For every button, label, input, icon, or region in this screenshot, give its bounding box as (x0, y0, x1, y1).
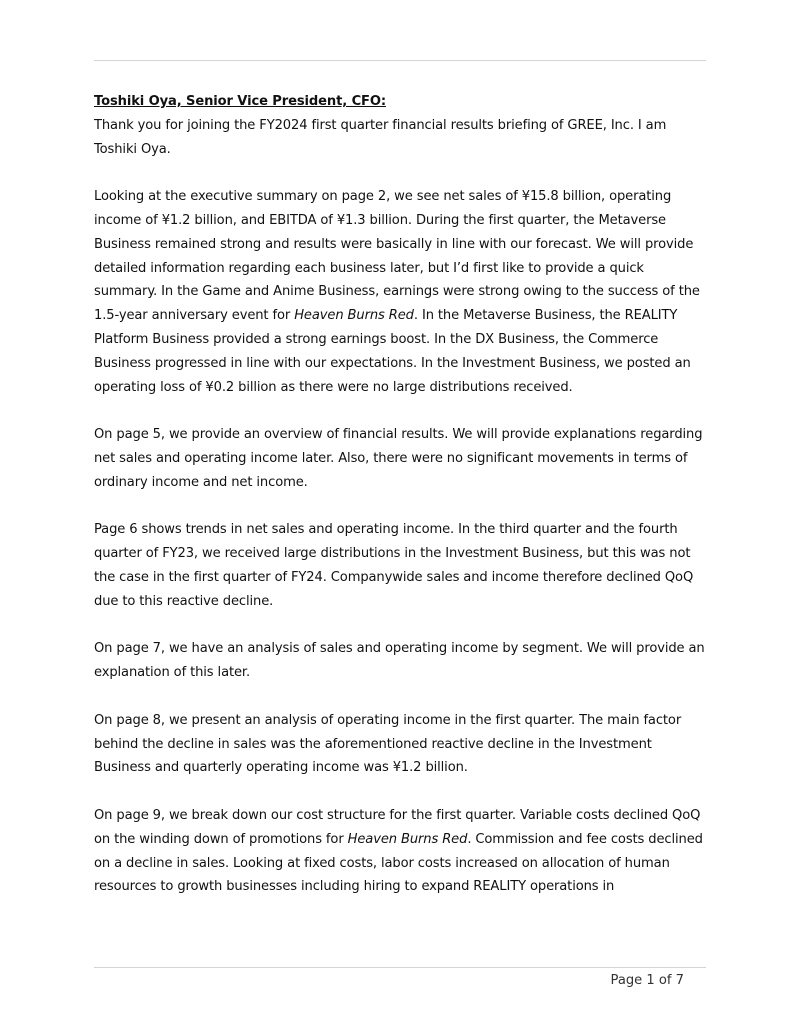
text-segment: . In the Metaverse Business, the REALITY Platform Business provided a strong earnings boost. In the DX Business, the Commerce Business progressed in line with our expectations. In the Investment Business, we posted an operating loss of ¥0.2 billion as there were no large distributions received. (94, 308, 691, 395)
document-body (94, 90, 706, 923)
paragraph-page-5: On page 5, we provide an overview of financial results. We will provide explanations regarding net sales and operating income later. Also, there were no significant movements in terms of ordinary income and net income. (94, 427, 703, 490)
paragraph-page-7: On page 7, we have an analysis of sales and operating income by segment. We will provide an explanation of this later. (94, 641, 705, 681)
paragraph-page-8: On page 8, we present an analysis of operating income in the first quarter. The main factor behind the decline in sales was the aforementioned reactive decline in the Investment Business and quarterly operating income was ¥1.2 billion. (94, 712, 682, 776)
text-segment: . Commission and fee costs declined on a decline in sales. Looking at fixed costs, labor costs increased on allocation of human resources to growth businesses including hiring to expand REALITY operations in (94, 831, 703, 895)
text-segment: On page 9, we break down our cost structure for the first quarter. Variable costs declined QoQ on the winding down of promotions for (94, 807, 701, 847)
header-divider (94, 60, 706, 61)
paragraph-intro: Thank you for joining the FY2024 first quarter financial results briefing of GREE, Inc. I am Toshiki Oya. (94, 117, 667, 157)
page-number: Page 1 of 7 (610, 973, 684, 988)
speaker-heading: Toshiki Oya, Senior Vice President, CFO: (94, 94, 387, 109)
footer-divider (94, 967, 706, 968)
title-heaven-burns-red: Heaven Burns Red (294, 308, 414, 324)
paragraph-page-9 (94, 804, 706, 899)
title-heaven-burns-red: Heaven Burns Red (347, 831, 468, 847)
text-segment: Looking at the executive summary on page 2, we see net sales of ¥15.8 billion, operating income of ¥1.2 billion, and EBITDA of ¥1.3 billion. During the first quarter, the Metaverse Business remained strong and results were basically in line with our forecast. We will provide detailed information regarding each business later, but I’d first like to provide a quick summary. In the Game and Anime Business, earnings were strong owing to the success of the 1.5-year anniversary event for (94, 189, 700, 324)
paragraph-executive-summary (94, 185, 706, 399)
paragraph-page-6: Page 6 shows trends in net sales and operating income. In the third quarter and the fourth quarter of FY23, we received large distributions in the Investment Business, but this was not the case in the first quarter of FY24. Companywide sales and income therefore declined QoQ due to this reactive decline. (94, 522, 694, 609)
